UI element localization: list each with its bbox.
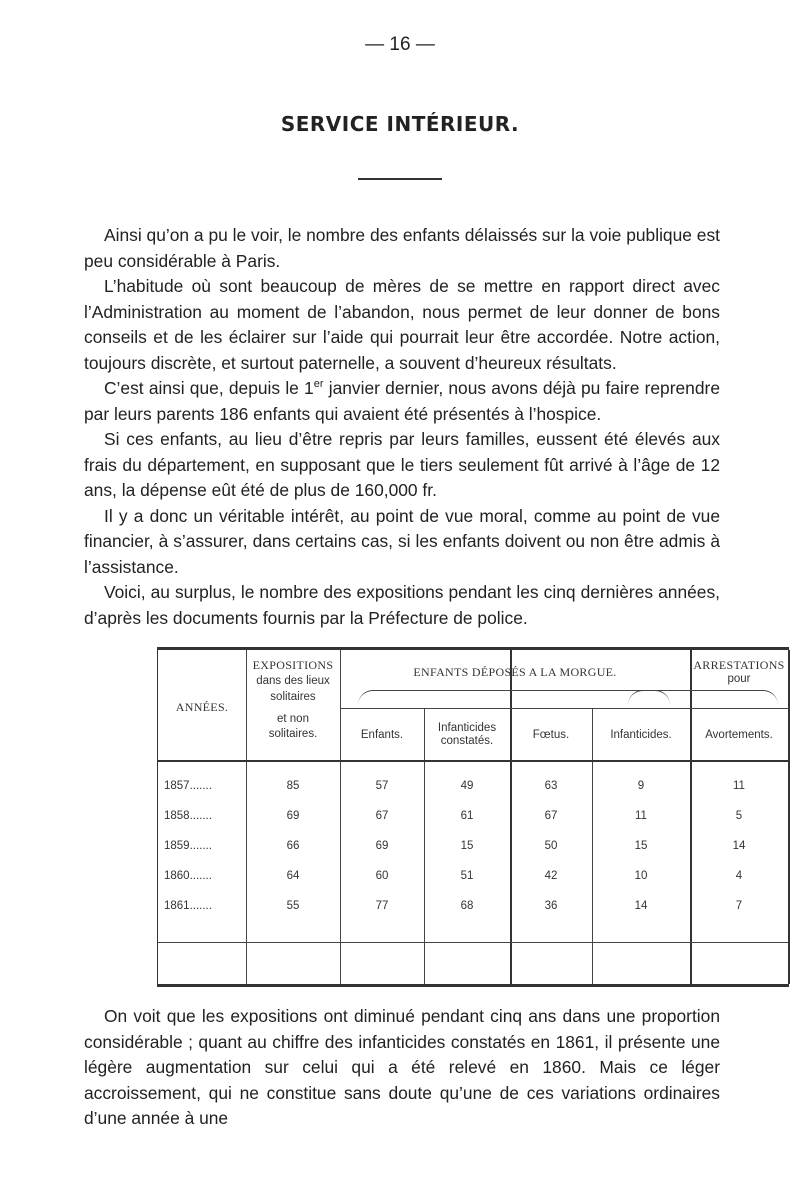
paragraph: L’habitude où sont beaucoup de mères de se mettre en rapport direct avec l’Administration au moment de l’abandon, nous permet de leur donner de bons conseils et de les éclairer sur l’aide qui pourrait leur être accordée. Notre action, toujours discrète, et surtout paternelle, a souvent d’heureux résultats.	[84, 276, 720, 373]
header-infanticides: Infanticides.	[610, 729, 672, 741]
table-row: 1858....... 69 67 61 67 11 5	[164, 810, 743, 822]
header-arrestations: ARRESTATIONS	[693, 658, 785, 672]
header-infanticides-constates: Infanticides	[437, 722, 497, 734]
header-infanticides-constates: constatés.	[440, 735, 494, 747]
header-morgue: ENFANTS DÉPOSÉS A LA MORGUE.	[413, 665, 617, 679]
body-text-top	[84, 223, 720, 631]
table-row: 1860....... 64 60 51 42 10 4	[164, 870, 743, 882]
statistics-table	[157, 647, 789, 987]
header-expositions: EXPOSITIONS	[252, 658, 334, 672]
header-foetus: Fœtus.	[532, 729, 570, 741]
table-row: 1859....... 66 69 15 50 15 14	[164, 840, 746, 852]
brace-arrestations	[628, 690, 778, 705]
body-text-bottom	[84, 1004, 720, 1132]
paragraph: On voit que les expositions ont diminué pendant cinq ans dans une proportion considérable ; quant au chiffre des infanticides constatés en 1861, il présente une légère augmentation sur celui qui a été relevé en 1860. Mais ce léger accroissement, qui ne constitue sans doute qu’une de ces variations ordinaires d’une année à une	[84, 1006, 720, 1128]
paragraph: Ainsi qu’on a pu le voir, le nombre des enfants délaissés sur la voie publique est peu considérable à Paris.	[84, 225, 720, 271]
paragraph: Voici, au surplus, le nombre des expositions pendant les cinq dernières années, d’après les documents fournis par la Préfecture de police.	[84, 582, 720, 628]
table-row: 1861....... 55 77 68 36 14 7	[164, 900, 743, 912]
header-arrestations-sub: pour	[727, 673, 751, 685]
header-annees: ANNÉES.	[175, 700, 229, 714]
paragraph: C’est ainsi que, depuis le 1er janvier dernier, nous avons déjà pu faire reprendre par leurs parents 186 enfants qui avaient été présentés à l’hospice.	[84, 378, 720, 424]
section-title: SERVICE INTÉRIEUR.	[280, 112, 520, 136]
header-enfants: Enfants.	[360, 729, 404, 741]
paragraph: Il y a donc un véritable intérêt, au point de vue moral, comme au point de vue financier, à s’assurer, dans certains cas, si les enfants doivent ou non être admis à l’assistance.	[84, 505, 720, 577]
header-expositions-sub: et non	[277, 713, 309, 725]
title-rule	[358, 178, 442, 180]
table-row: 1857....... 85 57 49 63 9 11	[164, 780, 745, 792]
header-expositions-sub: solitaires.	[268, 728, 318, 740]
page-number: — 16 —	[365, 34, 435, 55]
header-expositions-sub: solitaires	[270, 691, 316, 703]
header-expositions-sub: dans des lieux	[256, 675, 330, 687]
brace-morgue	[358, 690, 670, 705]
paragraph: Si ces enfants, au lieu d’être repris par leurs familles, eussent été élevés aux frais du département, en supposant que le tiers seulement fût arrivé à l’âge de 12 ans, la dépense eût été de plus de 160,000 fr.	[84, 429, 720, 500]
header-avortements: Avortements.	[705, 729, 773, 741]
